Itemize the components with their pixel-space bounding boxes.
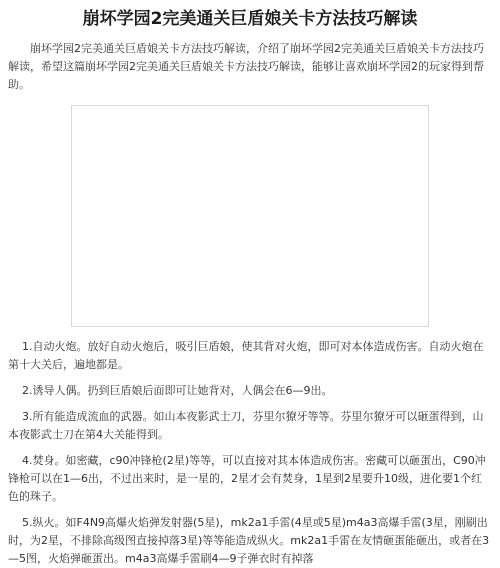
article-title: 崩坏学园2完美通关巨盾娘关卡方法技巧解读 bbox=[82, 9, 418, 29]
tip-auto-turret: 1.自动火炮。放好自动火炮后，吸引巨盾娘，使其背对火炮，即可对本体造成伤害。自动火炮在第十大关后，遍地都是。 bbox=[8, 340, 484, 371]
tip-arson: 5.纵火。如F4N9高爆火焰弹发射器(5星)，mk2a1手雷(4星或5星)m4a3高爆手雷(3星，刚刷出时，为2星，不排除高级图直接掉落3星)等等能造成纵火。mk2a1手雷在友情砸蛋能砸出，或者在3—5图，火焰弹砸蛋出。m4a3高爆手雷刷4—9子弹衣时有掉落 bbox=[8, 516, 490, 565]
article-intro: 崩坏学园2完美通关巨盾娘关卡方法技巧解读，介绍了崩坏学园2完美通关巨盾娘关卡方法技巧解读，希望这篇崩坏学园2完美通关巨盾娘关卡方法技巧解读，能够让喜欢崩坏学园2的玩家得到帮助。 bbox=[8, 42, 484, 91]
article-image-placeholder bbox=[71, 105, 429, 327]
tip-bleed-weapons: 3.所有能造成流血的武器。如山本夜影武士刀，芬里尔獠牙等等。芬里尔獠牙可以砸蛋得到，山本夜影武士刀在第4大关能得到。 bbox=[8, 410, 484, 441]
tip-burn: 4.焚身。如密藏，c90冲锋枪(2星)等等，可以直接对其本体造成伤害。密藏可以砸蛋出，C90冲锋枪可以在1—6出，不过出来时，是一星的，2星才会有焚身，1星到2星要升10级，进化要1个红色的珠子。 bbox=[8, 454, 486, 503]
tip-decoy-doll: 2.诱导人偶。扔到巨盾娘后面即可让她背对，人偶会在6—9出。 bbox=[22, 384, 333, 397]
tips-list bbox=[8, 338, 492, 568]
